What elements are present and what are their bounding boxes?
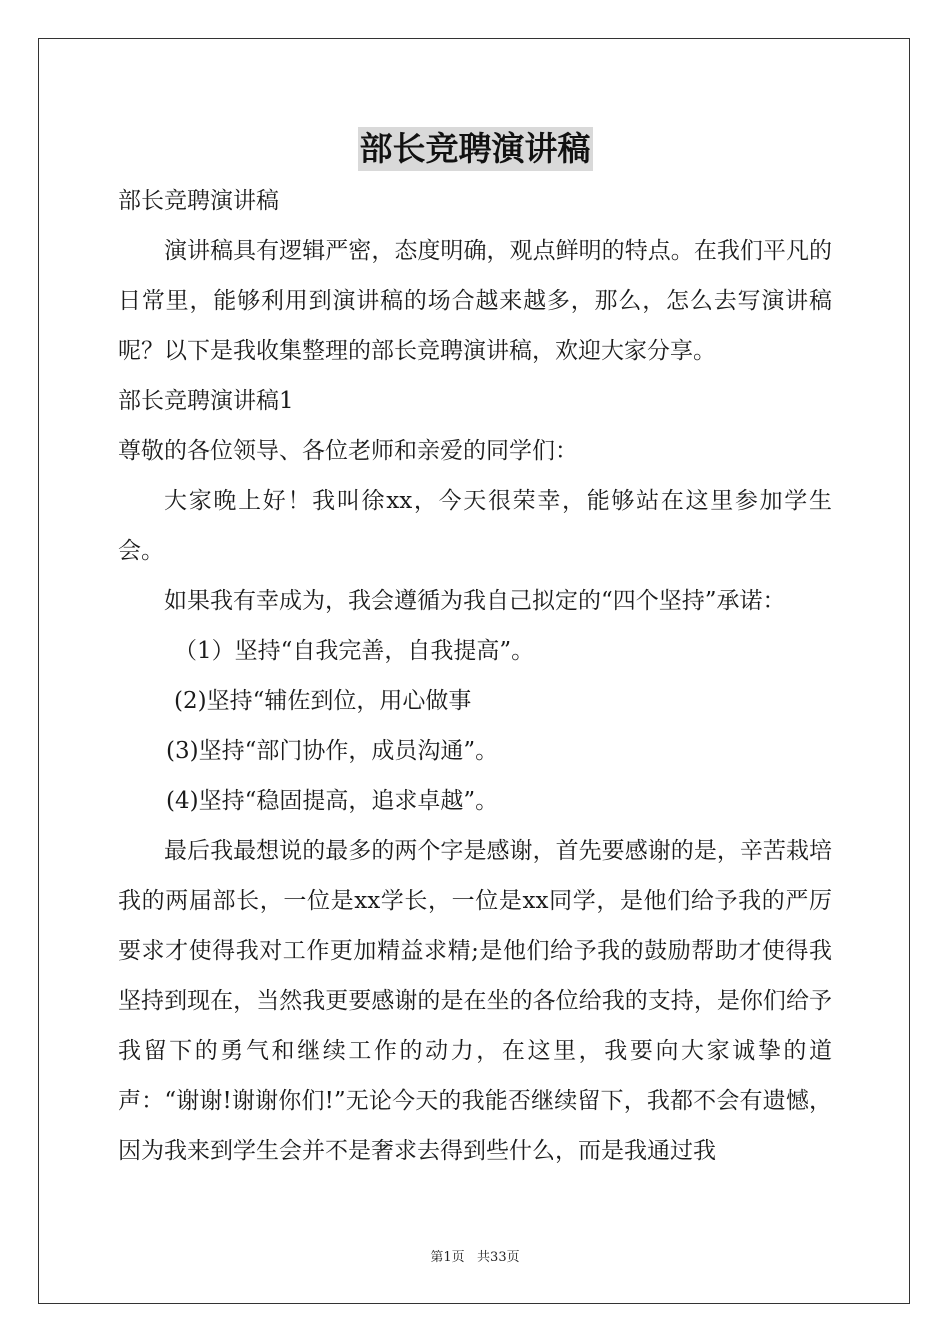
promise-paragraph: 如果我有幸成为，我会遵循为我自己拟定的“四个坚持”承诺： <box>164 588 786 614</box>
title-container <box>0 127 950 171</box>
page-footer: 第1页 共33页 <box>430 1250 520 1265</box>
promise-item-4: (4)坚持“稳固提高，追求卓越”。 <box>166 788 499 814</box>
promise-item-1: （1）坚持“自我完善，自我提高”。 <box>174 638 535 664</box>
subtitle-paragraph: 部长竞聘演讲稿 <box>118 188 279 214</box>
promise-item-3: (3)坚持“部门协作，成员沟通”。 <box>166 738 499 764</box>
section-heading: 部长竞聘演讲稿1 <box>118 388 294 414</box>
promise-item-2: (2)坚持“辅佐到位，用心做事 <box>174 688 472 714</box>
intro-paragraph: 演讲稿具有逻辑严密，态度明确，观点鲜明的特点。在我们平凡的日常里，能够利用到演讲稿的场合越来越多，那么，怎么去写演讲稿呢？以下是我收集整理的部长竞聘演讲稿，欢迎大家分享。 <box>118 238 832 364</box>
greeting-paragraph: 大家晚上好！我叫徐xx，今天很荣幸，能够站在这里参加学生会。 <box>118 488 832 564</box>
document-title: 部长竞聘演讲稿 <box>358 127 593 171</box>
document-body <box>118 176 832 1176</box>
salutation-paragraph: 尊敬的各位领导、各位老师和亲爱的同学们： <box>118 438 578 464</box>
thanks-paragraph: 最后我最想说的最多的两个字是感谢，首先要感谢的是，辛苦栽培我的两届部长，一位是xx学长，一位是xx同学，是他们给予我的严厉要求才使得我对工作更加精益求精;是他们给予我的鼓励帮助才使得我坚持到现在，当然我更要感谢的是在坐的各位给我的支持，是你们给予我留下的勇气和继续工作的动力，在这里，我要向大家诚挚的道声：“谢谢!谢谢你们!”无论今天的我能否继续留下，我都不会有遗憾，因为我来到学生会并不是奢求去得到些什么，而是我通过我 <box>118 838 832 1164</box>
